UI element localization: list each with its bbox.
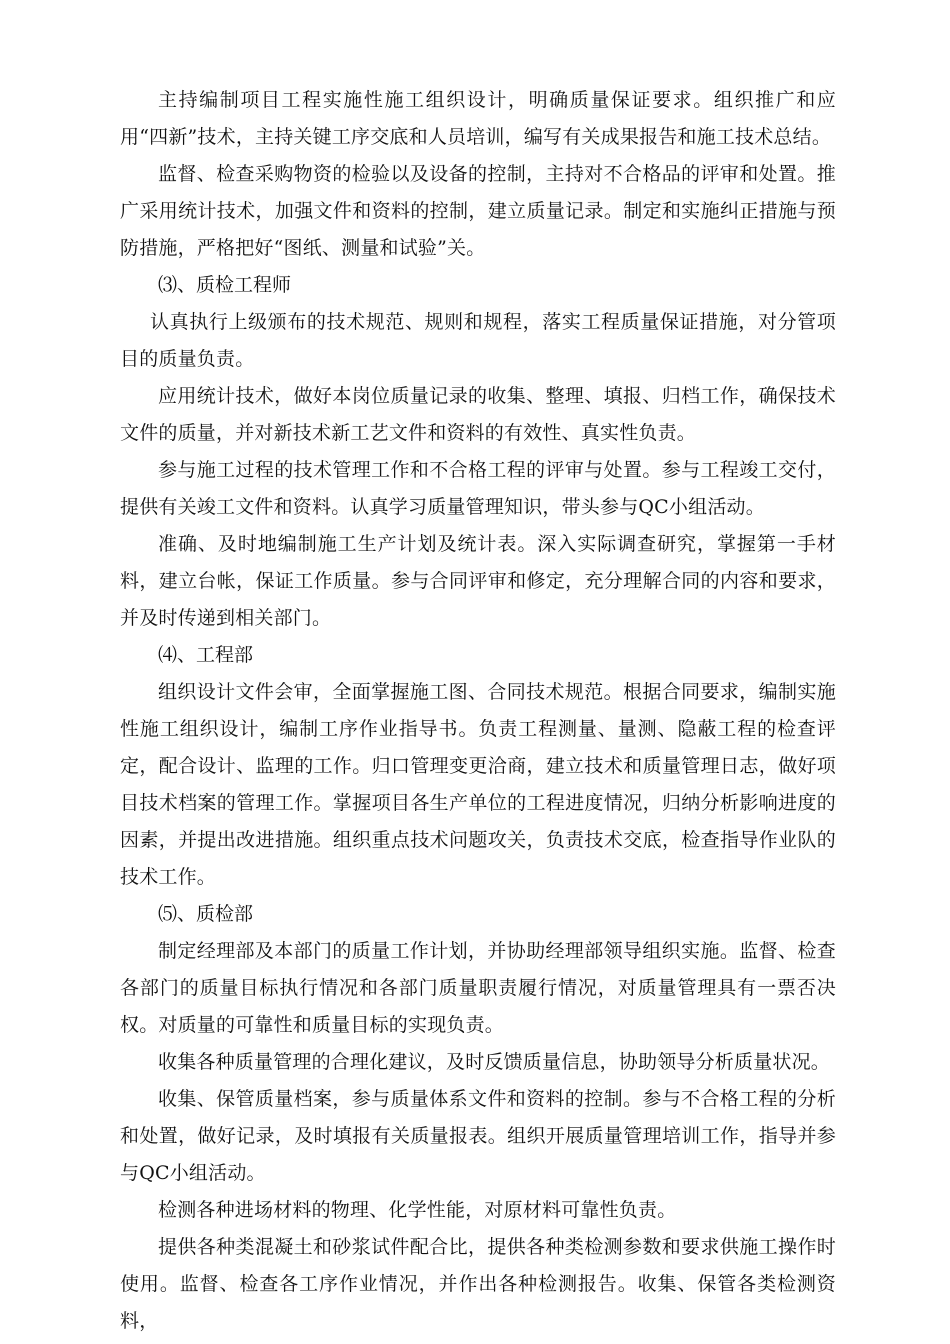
paragraph: 收集各种质量管理的合理化建议，及时反馈质量信息，协助领导分析质量状况。 — [158, 1051, 831, 1073]
paragraph: 提供各种类混凝土和砂浆试件配合比，提供各种类检测参数和要求供施工操作时使用。监督、检查各工序作业情况，并作出各种检测报告。收集、保管各类检测资料， — [120, 1236, 836, 1332]
section-heading: ⑸、质检部 — [158, 903, 254, 925]
section-heading: ⑷、工程部 — [158, 644, 254, 666]
paragraph: 收集、保管质量档案，参与质量体系文件和资料的控制。参与不合格工程的分析和处置，做好记录，及时填报有关质量报表。组织开展质量管理培训工作，指导并参与QC小组活动。 — [120, 1088, 836, 1184]
paragraph: 参与施工过程的技术管理工作和不合格工程的评审与处置。参与工程竣工交付，提供有关竣工文件和资料。认真学习质量管理知识，带头参与QC小组活动。 — [120, 459, 836, 518]
paragraph: 主持编制项目工程实施性施工组织设计，明确质量保证要求。组织推广和应用“四新”技术，主持关键工序交底和人员培训，编写有关成果报告和施工技术总结。 — [120, 89, 836, 148]
paragraph: 认真执行上级颁布的技术规范、规则和规程，落实工程质量保证措施，对分管项目的质量负责。 — [120, 311, 836, 370]
document-body — [120, 82, 836, 1340]
paragraph: 制定经理部及本部门的质量工作计划，并协助经理部领导组织实施。监督、检查各部门的质量目标执行情况和各部门质量职责履行情况，对质量管理具有一票否决权。对质量的可靠性和质量目标的实现负责。 — [120, 940, 836, 1036]
paragraph: 应用统计技术，做好本岗位质量记录的收集、整理、填报、归档工作，确保技术文件的质量，并对新技术新工艺文件和资料的有效性、真实性负责。 — [120, 385, 836, 444]
paragraph: 组织设计文件会审，全面掌握施工图、合同技术规范。根据合同要求，编制实施性施工组织设计，编制工序作业指导书。负责工程测量、量测、隐蔽工程的检查评定，配合设计、监理的工作。归口管理变更洽商，建立技术和质量管理日志，做好项目技术档案的管理工作。掌握项目各生产单位的工程进度情况，归纳分析影响进度的因素，并提出改进措施。组织重点技术问题攻关，负责技术交底，检查指导作业队的技术工作。 — [120, 681, 836, 888]
paragraph: 准确、及时地编制施工生产计划及统计表。深入实际调查研究，掌握第一手材料，建立台帐，保证工作质量。参与合同评审和修定，充分理解合同的内容和要求，并及时传递到相关部门。 — [120, 533, 836, 629]
paragraph: 检测各种进场材料的物理、化学性能，对原材料可靠性负责。 — [158, 1199, 677, 1221]
paragraph: 监督、检查采购物资的检验以及设备的控制，主持对不合格品的评审和处置。推广采用统计技术，加强文件和资料的控制，建立质量记录。制定和实施纠正措施与预防措施，严格把好“图纸、测量和试验”关。 — [120, 163, 836, 259]
section-heading: ⑶、质检工程师 — [158, 274, 292, 296]
